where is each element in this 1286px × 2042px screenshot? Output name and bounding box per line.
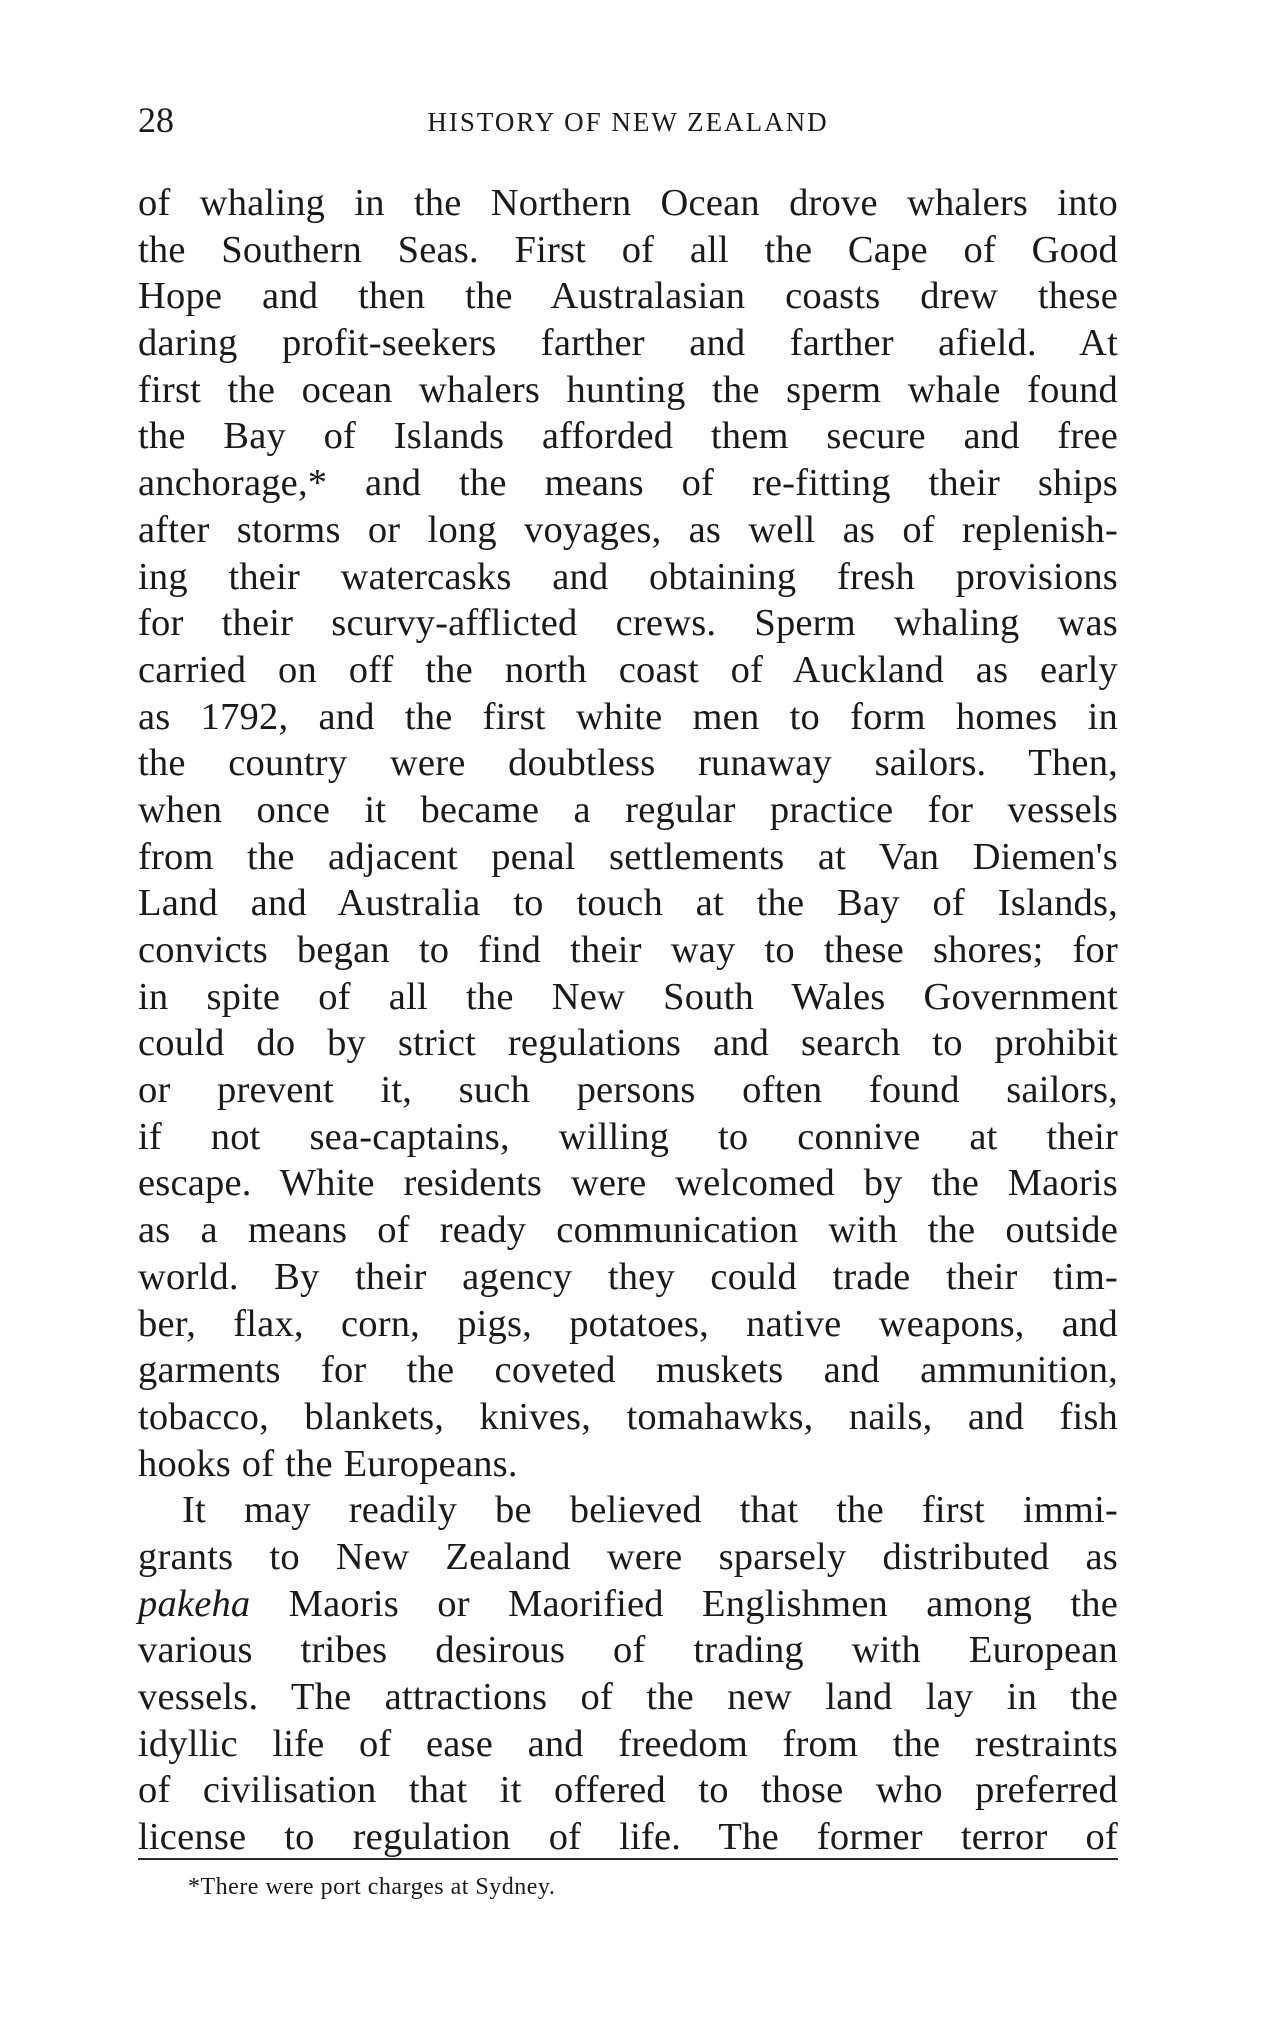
page-header bbox=[138, 98, 1118, 142]
text-line: of civilisation that it offered to those who preferred bbox=[138, 1769, 1118, 1812]
italic-term: pakeha bbox=[138, 1582, 251, 1625]
text-line: could do by strict regulations and search to prohibit bbox=[138, 1022, 1118, 1065]
text-line: if not sea-captains, willing to connive at their bbox=[138, 1115, 1118, 1158]
text-line: in spite of all the New South Wales Government bbox=[138, 975, 1118, 1018]
footnote-divider bbox=[138, 1858, 1118, 1860]
running-title: HISTORY OF NEW ZEALAND bbox=[427, 107, 829, 137]
body-text bbox=[138, 180, 1118, 1861]
text-line: ing their watercasks and obtaining fresh provisions bbox=[138, 555, 1118, 598]
text-line: Land and Australia to touch at the Bay of Islands, bbox=[138, 882, 1118, 925]
text-line: or prevent it, such persons often found sailors, bbox=[138, 1069, 1118, 1112]
text-line: for their scurvy-afflicted crews. Sperm whaling was bbox=[138, 602, 1118, 645]
text-line: after storms or long voyages, as well as of replenish- bbox=[138, 508, 1118, 551]
text-line: ber, flax, corn, pigs, potatoes, native weapons, and bbox=[138, 1302, 1118, 1345]
text-line: the country were doubtless runaway sailors. Then, bbox=[138, 742, 1118, 785]
text-line: as 1792, and the first white men to form homes in bbox=[138, 695, 1118, 738]
text-line: grants to New Zealand were sparsely distributed as bbox=[138, 1535, 1118, 1578]
text-line: daring profit-seekers farther and farther afield. At bbox=[138, 322, 1118, 365]
text-line: hooks of the Europeans. bbox=[138, 1442, 518, 1485]
text-line: of whaling in the Northern Ocean drove whalers into bbox=[138, 182, 1118, 224]
text-line: convicts began to find their way to these shores; for bbox=[138, 929, 1118, 971]
text-fragment: Maoris or Maorified Englishmen among the bbox=[250, 1582, 1118, 1625]
text-line bbox=[138, 1581, 1118, 1628]
page-number: 28 bbox=[138, 100, 174, 140]
text-line: anchorage,* and the means of re-fitting their ships bbox=[138, 462, 1118, 505]
text-line: tobacco, blankets, knives, tomahawks, nails, and fish bbox=[138, 1395, 1118, 1438]
text-line: idyllic life of ease and freedom from the restraints bbox=[138, 1722, 1118, 1765]
text-line: the Bay of Islands afforded them secure and free bbox=[138, 415, 1118, 458]
text-line: garments for the coveted muskets and ammunition, bbox=[138, 1349, 1118, 1392]
text-line: vessels. The attractions of the new land lay in the bbox=[138, 1676, 1118, 1718]
text-line: when once it became a regular practice for vessels bbox=[138, 788, 1118, 831]
text-line: world. By their agency they could trade their tim- bbox=[138, 1255, 1118, 1298]
text-line: license to regulation of life. The former terror of bbox=[138, 1816, 1118, 1859]
text-line: various tribes desirous of trading with European bbox=[138, 1629, 1118, 1672]
text-line: from the adjacent penal settlements at Van Diemen's bbox=[138, 835, 1118, 878]
text-line: escape. White residents were welcomed by the Maoris bbox=[138, 1162, 1118, 1205]
footnote: *There were port charges at Sydney. bbox=[188, 1874, 556, 1900]
text-line: the Southern Seas. First of all the Cape of Good bbox=[138, 228, 1118, 271]
text-line: carried on off the north coast of Auckland as early bbox=[138, 648, 1118, 691]
text-line: Hope and then the Australasian coasts drew these bbox=[138, 275, 1118, 318]
text-line: first the ocean whalers hunting the sperm whale found bbox=[138, 368, 1118, 411]
text-line: as a means of ready communication with the outside bbox=[138, 1209, 1118, 1252]
text-line: It may readily be believed that the first immi- bbox=[182, 1489, 1118, 1532]
